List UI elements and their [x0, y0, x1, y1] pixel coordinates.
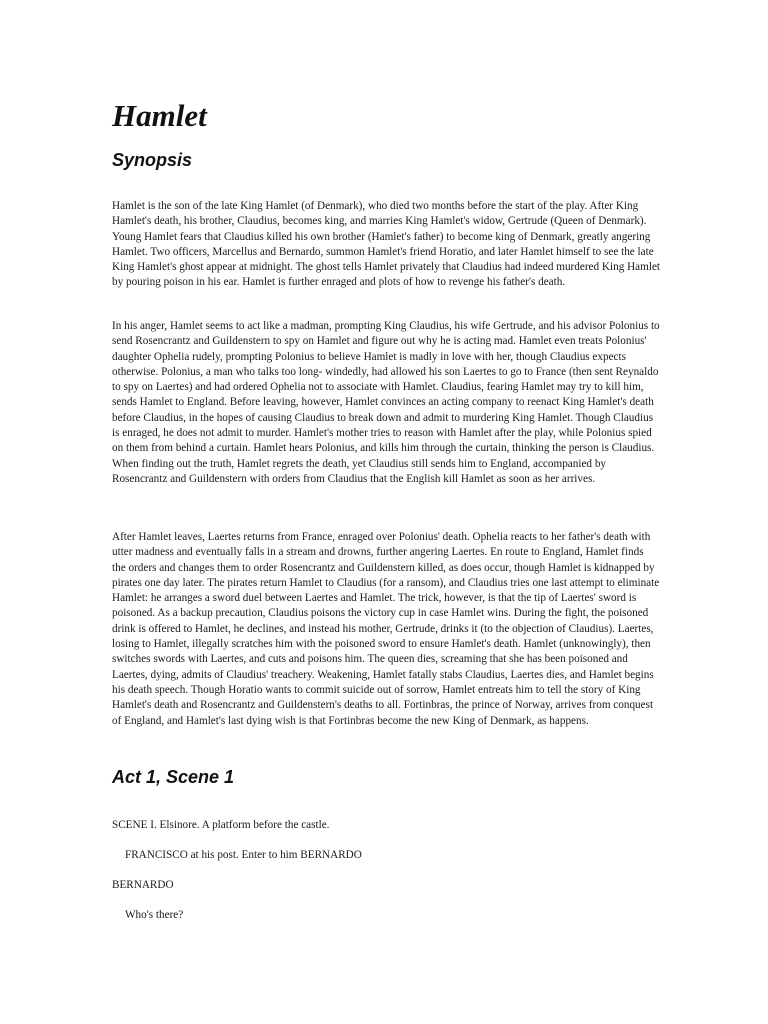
stage-direction: FRANCISCO at his post. Enter to him BERNARDO	[125, 849, 362, 861]
scene-setting: SCENE I. Elsinore. A platform before the castle.	[112, 819, 330, 831]
dialogue-line: Who's there?	[125, 909, 184, 921]
synopsis-heading: Synopsis	[112, 150, 193, 170]
document-title: Hamlet	[112, 98, 207, 133]
synopsis-paragraph-3: After Hamlet leaves, Laertes returns from France, enraged over Polonius' death. Ophelia reacts to her father's death with utter madness and eventually falls in a stream and drowns, further angering Laertes. En route to England, Hamlet finds the orders and changes them to order Rosencrantz and Guildenstern killed, as does occur, though Hamlet is kidnapped by pirates one day later. The pirates return Hamlet to Claudius (for a ransom), and Claudius tries one last attempt to eliminate Hamlet: he arranges a sword duel between Laertes and Hamlet. The trick, however, is that the tip of Laertes' sword is poisoned. As a backup precaution, Claudius poisons the victory cup in case Hamlet wins. During the fight, the poisoned drink is offered to Hamlet, he declines, and instead his mother, Gertrude, drinks it (to the objection of Claudius). Laertes, losing to Hamlet, illegally scratches him with the poisoned sword to ensure Hamlet's death. Hamlet (unknowingly), then switches swords with Laertes, and cuts and poisons him. The queen dies, screaming that she has been poisoned and Laertes, dying, admits of Claudius' treachery. Weakening, Hamlet fatally stabs Claudius, Laertes dies, and Hamlet begins his death speech. Though Horatio wants to commit suicide out of sorrow, Hamlet entreats him to tell the story of King Hamlet's death and Rosencrantz and Guildenstern's deaths to all. Fortinbras, the prince of Norway, arrives from conquest of England, and Hamlet's last dying wish is that Fortinbras become the new King of Denmark, as happens.	[112, 531, 660, 727]
synopsis-paragraph-2: In his anger, Hamlet seems to act like a madman, prompting King Claudius, his wife Gertrude, and his advisor Polonius to send Rosencrantz and Guildenstern to spy on Hamlet and figure out why he is acting mad. Hamlet even treats Polonius' daughter Ophelia rudely, prompting Polonius to believe Hamlet is madly in love with her, though Claudius expects otherwise. Polonius, a man who talks too long- windedly, had allowed his son Laertes to go to France (then sent Reynaldo to spy on Laertes) and had ordered Ophelia not to associate with Hamlet. Claudius, fearing Hamlet may try to kill him, sends Hamlet to England. Before leaving, however, Hamlet convinces an acting company to reenact King Hamlet's death before Claudius, in the hopes of causing Claudius to break down and admit to murdering King Hamlet. Though Claudius is enraged, he does not admit to murder. Hamlet's mother tries to reason with Hamlet after the play, while Polonius spied on them from behind a curtain. Hamlet hears Polonius, and kills him through the curtain, thinking the person is Claudius. When finding out the truth, Hamlet regrets the death, yet Claudius still sends him to England, accompanied by Rosencrantz and Guildenstern with orders from Claudius that the English kill Hamlet as soon as her arrives.	[112, 320, 660, 485]
act-scene-heading: Act 1, Scene 1	[112, 767, 235, 787]
speaker-name: BERNARDO	[112, 879, 174, 891]
synopsis-paragraph-1: Hamlet is the son of the late King Hamlet (of Denmark), who died two months before the start of the play. After King Hamlet's death, his brother, Claudius, becomes king, and marries King Hamlet's widow, Gertrude (Queen of Denmark). Young Hamlet fears that Claudius killed his own brother (Hamlet's father) to become king of Denmark, greatly angering Hamlet. Two officers, Marcellus and Bernardo, summon Hamlet's friend Horatio, and later Hamlet himself to see the late King Hamlet's ghost appear at midnight. The ghost tells Hamlet privately that Claudius had indeed murdered King Hamlet by pouring poison in his ear. Hamlet is further enraged and plots of how to revenge his father's death.	[112, 200, 661, 289]
